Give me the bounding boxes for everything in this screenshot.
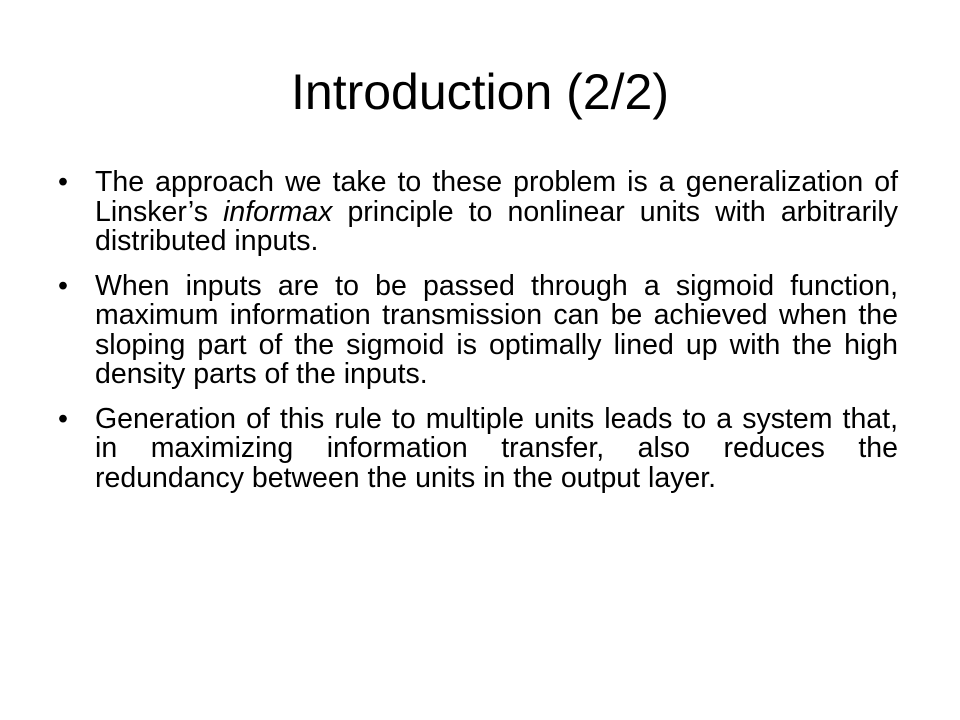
bullet-icon: • (58, 269, 68, 302)
slide-title: Introduction (2/2) (291, 64, 669, 120)
bullet-icon: • (58, 402, 68, 435)
bullet-text-1-after: principle to nonlinear units with arbitrarily distributed inputs. (95, 195, 899, 257)
bullet-item-2 (58, 269, 898, 390)
bullet-item-1 (58, 168, 898, 257)
bullet-list (58, 168, 898, 493)
bullet-item-3 (58, 402, 898, 494)
bullet-text-1-before: The approach we take to these problem is a generalization of Linsker’s (95, 166, 898, 228)
bullet-text-3: Generation of this rule to multiple units leads to a system that, in maximizing information transfer, also reduces the redundancy between the units in the output layer. (95, 402, 898, 494)
bullet-text-2: When inputs are to be passed through a sigmoid function, maximum information transmission can be achieved when the sloping part of the sigmoid is optimally lined up with the high density parts of the inputs. (95, 269, 898, 390)
bullet-icon: • (58, 166, 68, 198)
bullet-text-1-emphasis: informax (223, 195, 333, 228)
bullet-text-1 (95, 166, 898, 257)
